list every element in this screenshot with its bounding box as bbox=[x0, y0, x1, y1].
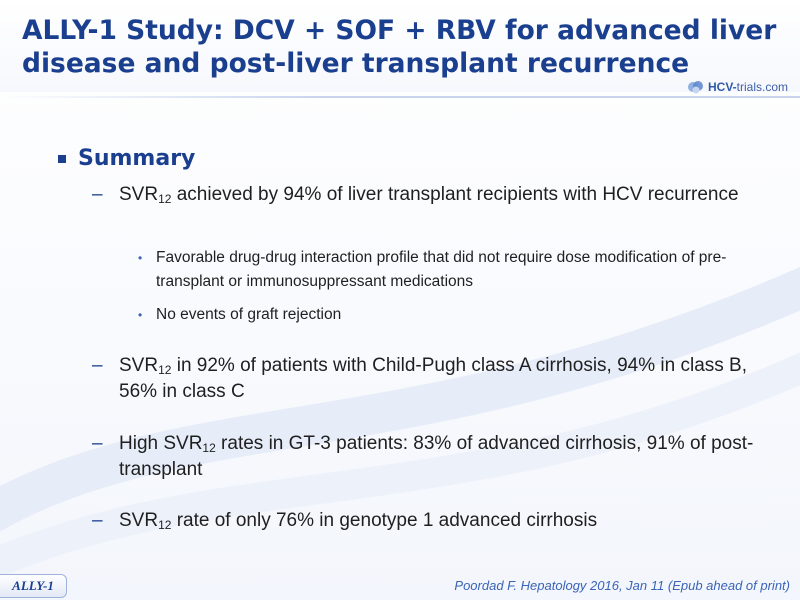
summary-heading-text: Summary bbox=[78, 146, 196, 171]
logo-brand: HCV- bbox=[707, 80, 737, 94]
item-3-subscript: 12 bbox=[202, 441, 216, 455]
item-3-prefix: High SVR bbox=[119, 433, 203, 454]
list-item-text bbox=[119, 353, 772, 405]
dash-bullet-icon: – bbox=[92, 184, 103, 205]
item-1-subscript: 12 bbox=[158, 192, 172, 206]
study-tag-label: ALLY-1 bbox=[12, 578, 54, 593]
list-item bbox=[92, 431, 772, 483]
list-item bbox=[92, 508, 772, 534]
logo-brand-rest: trials.com bbox=[736, 80, 788, 94]
sub-list-item bbox=[138, 303, 778, 327]
sub-list-item-text: Favorable drug-drug interaction profile that did not require dose modification of pre-transplant or immunosuppressant medications bbox=[156, 249, 727, 290]
item-3-body: rates in GT-3 patients: 83% of advanced cirrhosis, 91% of post-transplant bbox=[119, 433, 754, 480]
item-4-prefix: SVR bbox=[119, 510, 159, 531]
list-item-text bbox=[119, 508, 772, 534]
list-item-text bbox=[119, 431, 772, 483]
sub-list-item-text: No events of graft rejection bbox=[156, 306, 342, 323]
square-bullet-icon bbox=[58, 155, 66, 163]
slide-title bbox=[22, 14, 792, 80]
dash-bullet-icon: – bbox=[92, 433, 103, 454]
dot-bullet-icon: • bbox=[138, 251, 143, 265]
logo-text bbox=[708, 80, 788, 94]
item-1-body: achieved by 94% of liver transplant recipients with HCV recurrence bbox=[171, 184, 739, 205]
item-2-prefix: SVR bbox=[119, 355, 159, 376]
item-4-subscript: 12 bbox=[158, 518, 172, 532]
citation: Poordad F. Hepatology 2016, Jan 11 (Epub ahead of print) bbox=[454, 578, 790, 593]
list-item bbox=[92, 182, 772, 208]
summary-heading bbox=[58, 146, 195, 171]
dash-bullet-icon: – bbox=[92, 510, 103, 531]
slide-title-line-1: ALLY-1 Study: DCV + SOF + RBV for advanced liver bbox=[22, 15, 777, 46]
item-2-body: in 92% of patients with Child-Pugh class A cirrhosis, 94% in class B, 56% in class C bbox=[119, 355, 747, 402]
list-item bbox=[92, 353, 772, 405]
hcv-logo-icon bbox=[687, 79, 705, 95]
study-tag bbox=[0, 574, 67, 598]
hcv-trials-logo bbox=[687, 78, 788, 96]
slide-title-line-2: disease and post-liver transplant recurrence bbox=[22, 48, 690, 79]
sub-list-item bbox=[138, 246, 778, 294]
dash-bullet-icon: – bbox=[92, 355, 103, 376]
item-2-subscript: 12 bbox=[158, 363, 172, 377]
dot-bullet-icon: • bbox=[138, 308, 143, 322]
list-item-text bbox=[119, 182, 772, 208]
title-divider bbox=[0, 96, 800, 98]
item-4-body: rate of only 76% in genotype 1 advanced cirrhosis bbox=[171, 510, 598, 531]
item-1-prefix: SVR bbox=[119, 184, 159, 205]
